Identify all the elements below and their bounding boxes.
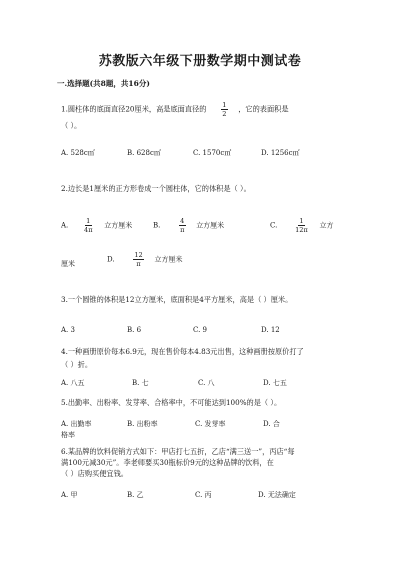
q2-d-den: π [136, 260, 141, 268]
q5-option-b[interactable]: B. 出粉率 [127, 420, 158, 428]
page-title: 苏教版六年级下册数学期中测试卷 [98, 54, 302, 69]
q4-option-c[interactable]: C. 八 [198, 379, 215, 387]
q6-option-b[interactable]: B. 乙 [127, 491, 144, 499]
q6-text-line2: 满100元减30元”。李老师要买30瓶标价9元的这种品牌的饮料，在 [61, 458, 274, 467]
q2-a-num: 1 [86, 217, 91, 225]
q2-b-num: 4 [180, 217, 185, 225]
q2-option-c-continued: 厘米 [61, 260, 75, 268]
q1-option-c[interactable]: C. 1570c㎡ [193, 149, 232, 157]
q1-option-b[interactable]: B. 628c㎡ [127, 149, 161, 157]
q4-text-line2: （ ）折。 [61, 360, 93, 369]
q5-text: 5.出勤率、出粉率、发芽率、合格率中，不可能达到100%的是（ ）。 [61, 398, 282, 407]
q1-blank-line: （ ）。 [61, 121, 82, 130]
q2-d-fraction [133, 251, 144, 268]
q2-c-num: 1 [299, 217, 304, 225]
q6-option-c[interactable]: C. 丙 [195, 491, 212, 499]
q5-option-d-continued: 格率 [61, 431, 75, 439]
q2-a-fraction [83, 217, 95, 234]
q4-option-b[interactable]: B. 七 [132, 379, 149, 387]
q2-option-c[interactable] [270, 217, 334, 234]
q3-option-b[interactable]: B. 6 [127, 326, 142, 334]
q1-stem-after: ，它的表面积是 [238, 104, 289, 114]
q2-b-den: π [180, 226, 185, 234]
q1-stem: 1.圆柱体的底面直径20厘米，高是底面直径的 [61, 104, 207, 114]
q4-option-d[interactable]: D. 七五 [263, 379, 287, 387]
q3-option-c[interactable]: C. 9 [193, 326, 208, 334]
q2-d-label: D. [107, 255, 115, 264]
q1-frac-den: 2 [222, 110, 227, 118]
q1-option-a[interactable]: A. 528c㎡ [61, 149, 95, 157]
q4-text-line1: 4.一种画册原价每本6.9元，现在售价每本4.83元出售，这种画册按原价打了 [61, 347, 304, 356]
q2-d-unit: 立方厘米 [154, 255, 183, 264]
q2-c-label: C. [270, 221, 278, 230]
q6-option-d[interactable]: D. 无法确定 [258, 491, 296, 499]
q6-option-a[interactable]: A. 甲 [61, 491, 78, 499]
q3-option-d[interactable]: D. 12 [261, 326, 280, 334]
q2-a-unit: 立方厘米 [104, 221, 133, 230]
q2-option-b[interactable] [153, 217, 224, 234]
q6-text-line1: 6.某品牌的饮料促销方式如下：甲店打七五折，乙店“满三送一”，丙店“每 [61, 447, 295, 456]
q1-option-d[interactable]: D. 1256c㎡ [261, 149, 300, 157]
q2-a-den: 4π [84, 226, 93, 234]
q2-option-a[interactable] [61, 217, 132, 234]
q2-b-unit: 立方厘米 [196, 221, 225, 230]
q5-option-d[interactable]: D. 合 [263, 420, 280, 428]
q5-option-c[interactable]: C. 发芽率 [195, 420, 226, 428]
q2-a-label: A. [61, 221, 69, 230]
q1-fraction [221, 101, 228, 118]
q3-text: 3.一个圆锥的体积是12立方厘米，底面积是4平方厘米，高是（ ）厘米。 [61, 295, 293, 304]
q2-text: 2.边长是1厘米的正方形卷成一个圆柱体，它的体积是（ ）。 [61, 184, 251, 193]
q1-text [61, 101, 289, 118]
q2-d-num: 12 [134, 251, 143, 259]
q2-b-fraction [179, 217, 186, 234]
section-heading: 一.选择题(共8题，共16分) [57, 79, 150, 88]
q2-c-unit: 立方 [319, 221, 334, 230]
q2-c-den: 12π [295, 226, 308, 234]
q6-text-line3: （ ）店购买便宜钱。 [61, 469, 128, 478]
q2-option-d[interactable] [107, 251, 182, 268]
q1-frac-num: 1 [222, 101, 227, 109]
q4-option-a[interactable]: A. 八五 [61, 379, 85, 387]
q3-option-a[interactable]: A. 3 [61, 326, 75, 334]
q2-b-label: B. [153, 221, 161, 230]
q2-c-fraction [294, 217, 310, 234]
q5-option-a[interactable]: A. 出勤率 [61, 420, 92, 428]
